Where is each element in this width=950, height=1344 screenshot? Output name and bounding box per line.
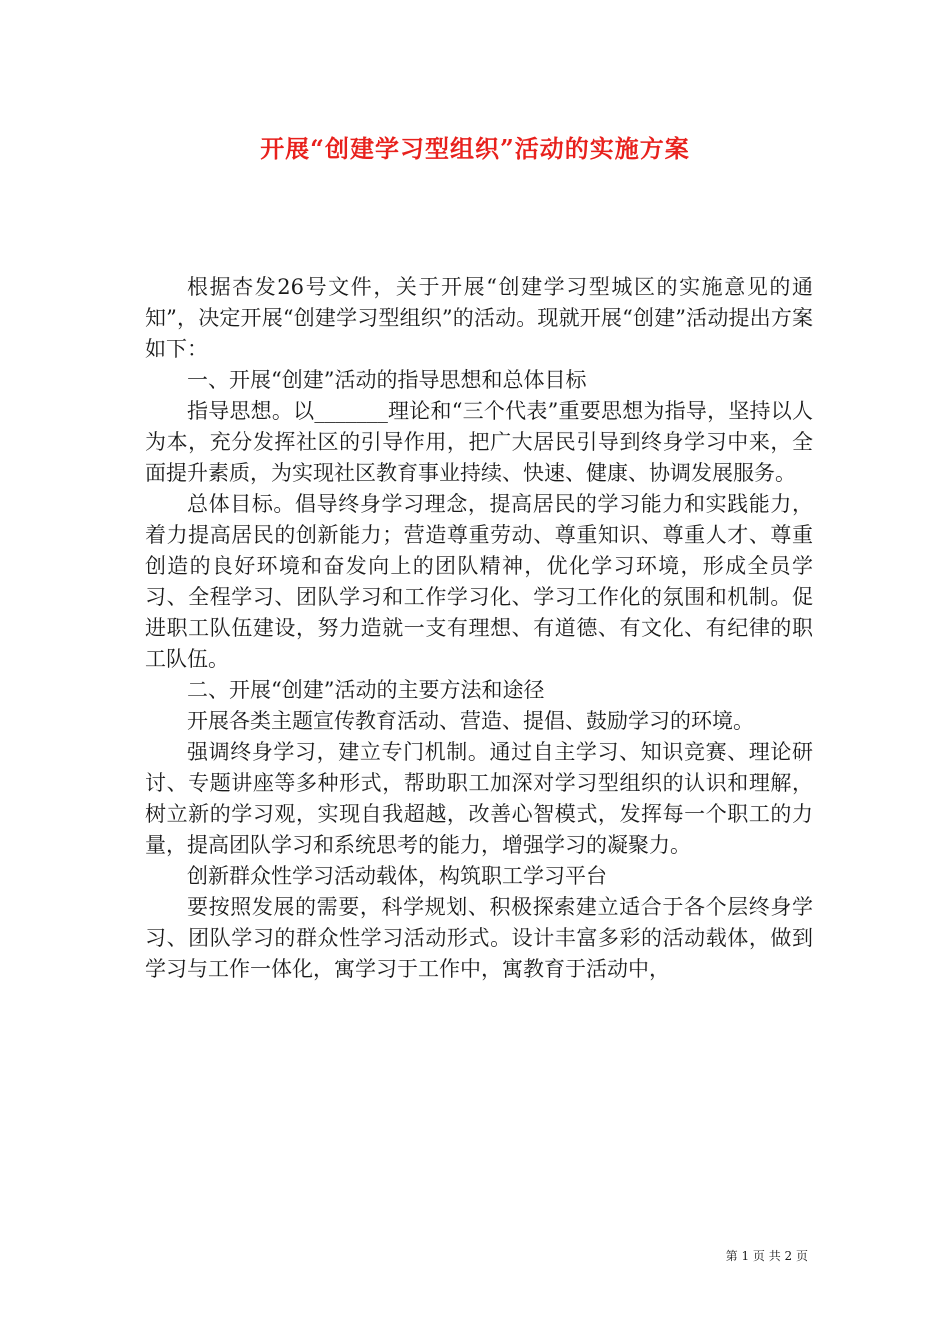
section-heading-2: 二、开展“创建”活动的主要方法和途径 — [187, 678, 545, 702]
paragraph-intro: 根据杏发26号文件，关于开展“创建学习型城区的实施意见的通知”，决定开展“创建学习型组织”的活动。现就开展“创建”活动提出方案如下： — [145, 275, 813, 361]
paragraph-activities: 要按照发展的需要，科学规划、积极探索建立适合于各个层终身学习、团队学习的群众性学习活动形式。设计丰富多彩的活动载体，做到学习与工作一体化，寓学习于工作中，寓教育于活动中， — [145, 895, 813, 981]
document-body — [145, 272, 813, 985]
page-title: 开展“创建学习型组织”活动的实施方案 — [260, 134, 690, 163]
page-number-footer: 第 1 页 共 2 页 — [725, 1249, 808, 1263]
paragraph-overall-goal: 总体目标。倡导终身学习理念，提高居民的学习能力和实践能力，着力提高居民的创新能力；营造尊重劳动、尊重知识、尊重人才、尊重创造的良好环境和奋发向上的团队精神，优化学习环境，形成全员学习、全程学习、团队学习和工作学习化、学习工作化的氛围和机制。促进职工队伍建设，努力造就一支有理想、有道德、有文化、有纪律的职工队伍。 — [145, 492, 813, 671]
paragraph-publicity: 开展各类主题宣传教育活动、营造、提倡、鼓励学习的环境。 — [187, 709, 754, 733]
paragraph-platform-heading: 创新群众性学习活动载体，构筑职工学习平台 — [187, 864, 607, 888]
section-heading-1: 一、开展“创建”活动的指导思想和总体目标 — [187, 368, 587, 392]
paragraph-lifelong-learning: 强调终身学习，建立专门机制。通过自主学习、知识竞赛、理论研讨、专题讲座等多种形式，帮助职工加深对学习型组织的认识和理解，树立新的学习观，实现自我超越，改善心智模式，发挥每一个职工的力量，提高团队学习和系统思考的能力，增强学习的凝聚力。 — [145, 740, 813, 857]
paragraph-guiding-thought: 指导思想。以_______理论和“三个代表”重要思想为指导，坚持以人为本，充分发挥社区的引导作用，把广大居民引导到终身学习中来，全面提升素质，为实现社区教育事业持续、快速、健康、协调发展服务。 — [145, 399, 813, 485]
